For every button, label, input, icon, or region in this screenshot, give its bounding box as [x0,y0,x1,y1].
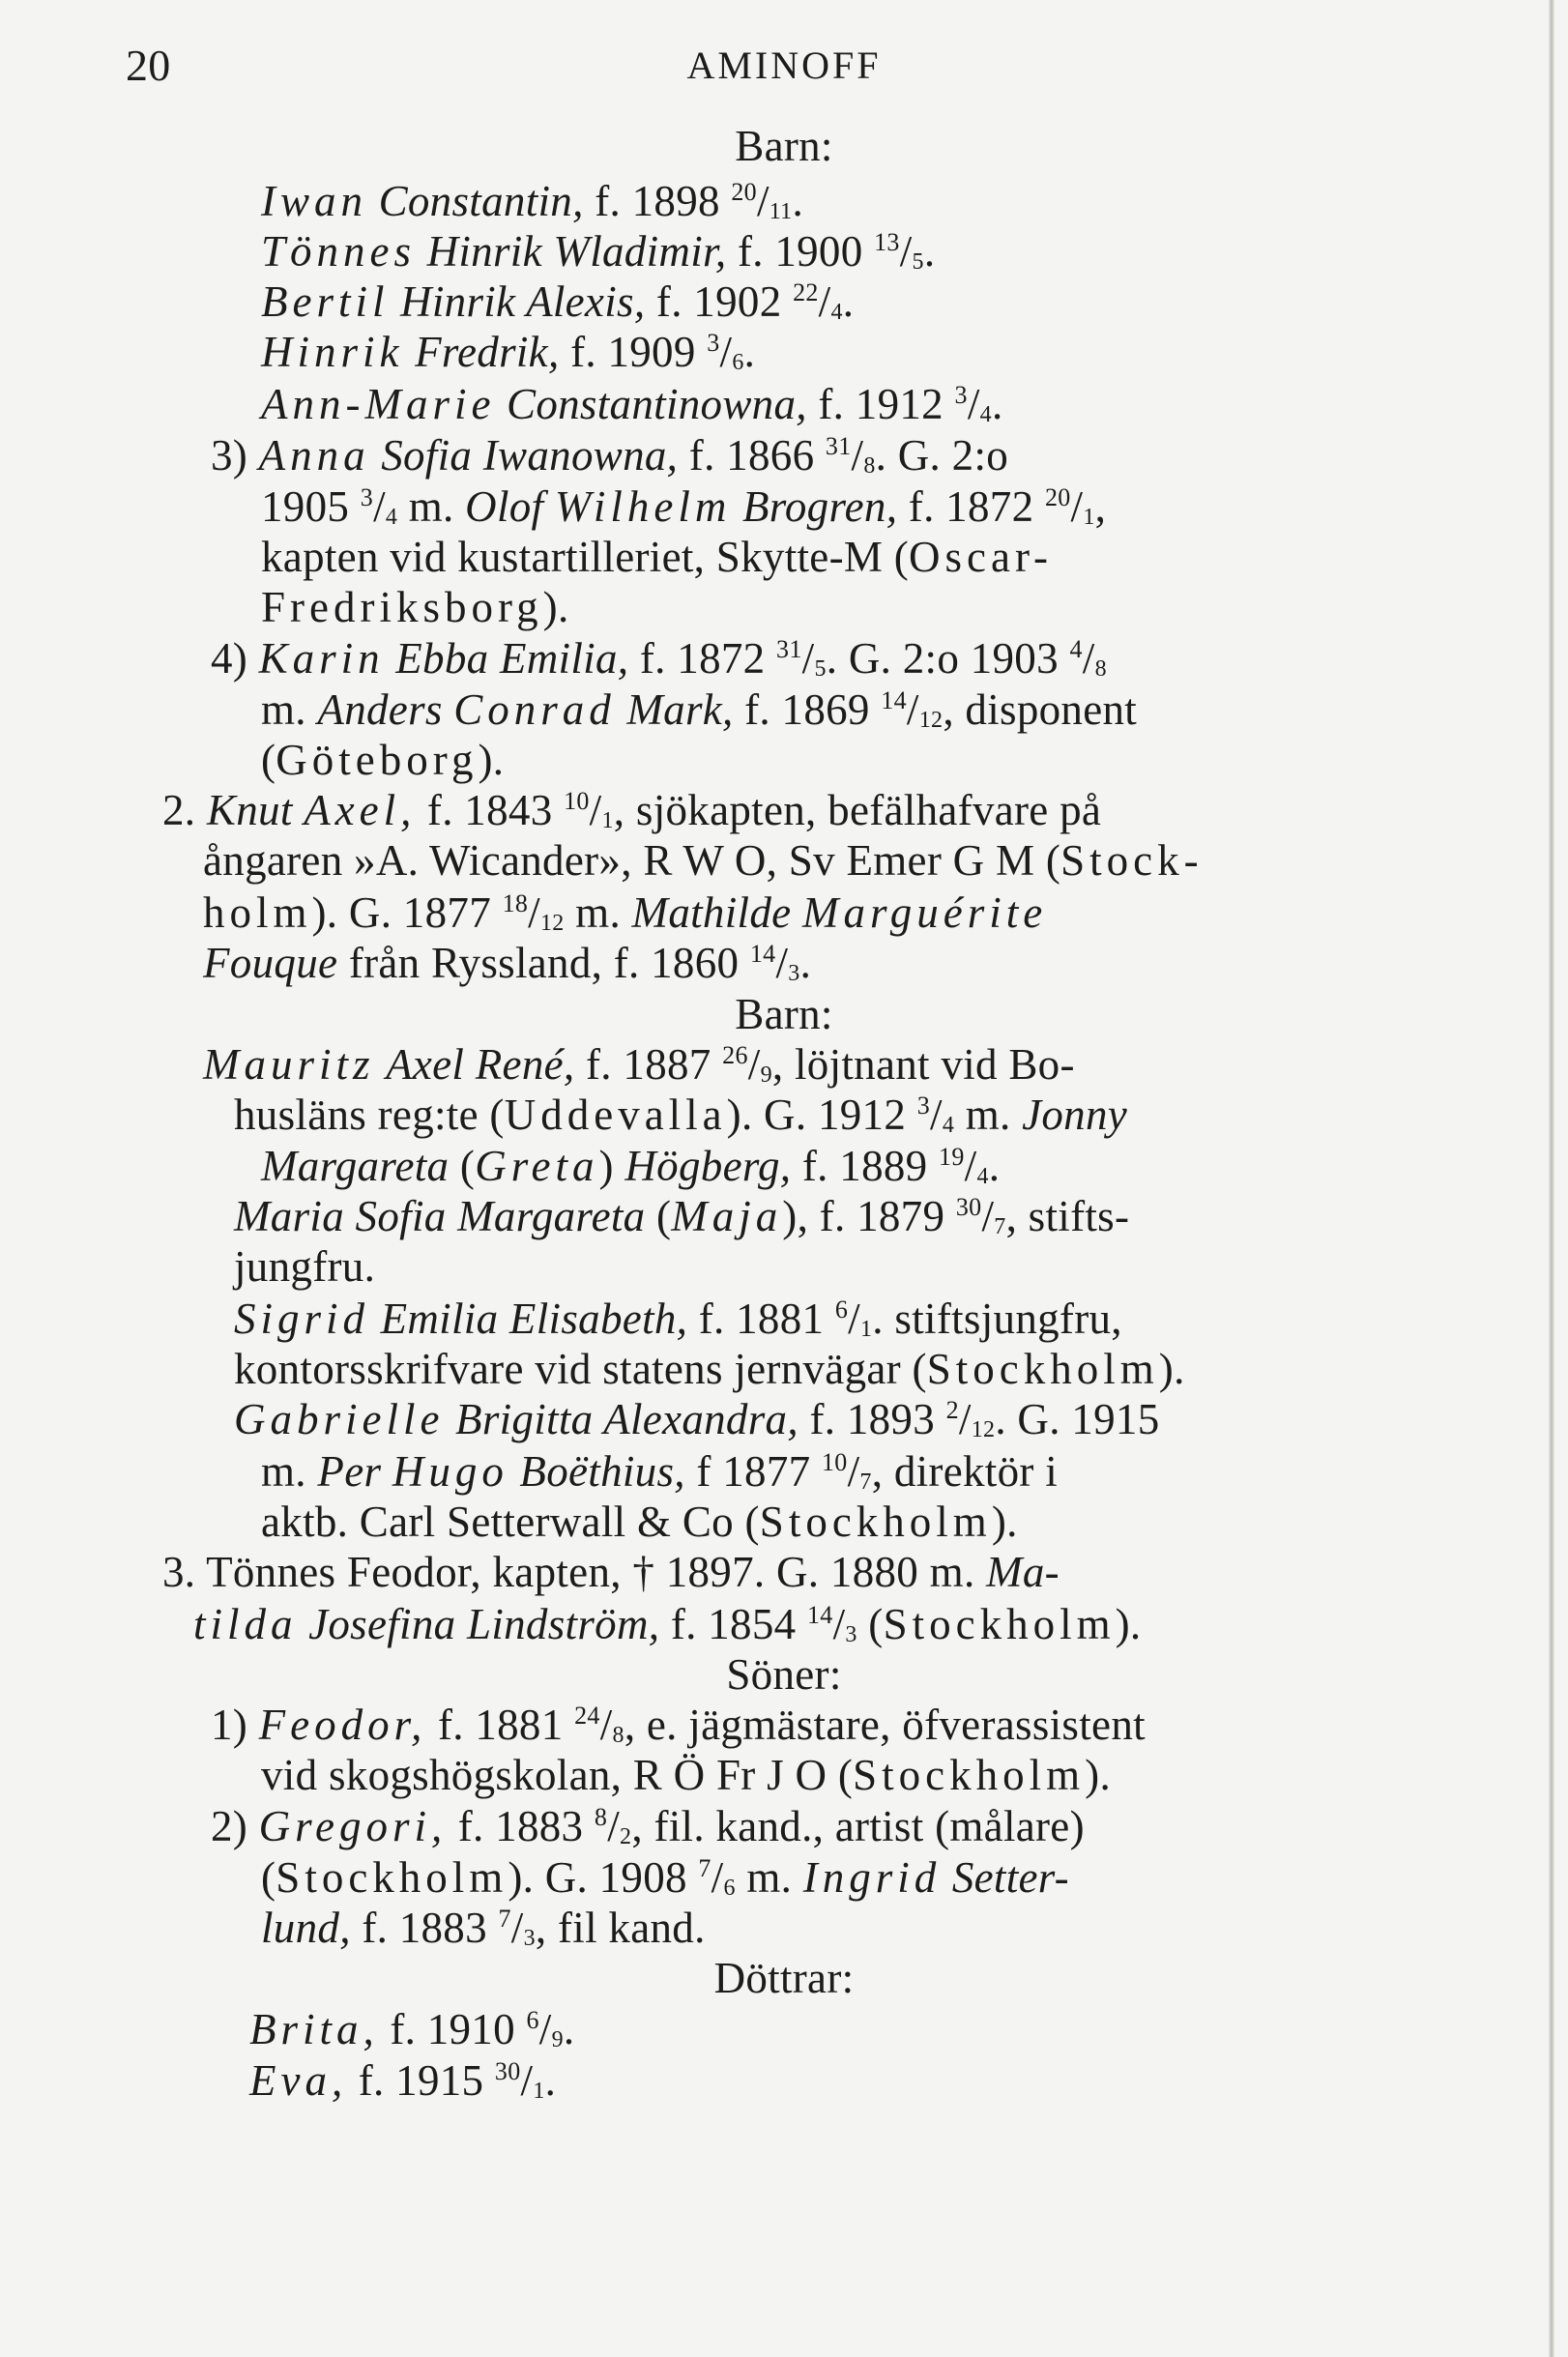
text-segment: 1 [601,808,614,833]
text-segment: ). G. 1877 [311,888,503,937]
text-segment: , löjtnant vid Bo- [771,1040,1075,1089]
text-segment: 6 [723,1876,736,1901]
text-segment: Setter- [951,1853,1069,1902]
text-segment: ( [645,1192,672,1240]
text-segment: m. [735,1853,803,1902]
text-segment: 3 [523,1926,536,1951]
text-segment: Jonny [1022,1091,1128,1139]
text-segment: / [1070,482,1084,531]
text-segment: 3 [954,381,968,409]
text-segment: 8 [612,1723,624,1748]
text-segment: Brigitta Alexandra, [455,1395,799,1443]
text-segment: , direktör i [871,1447,1059,1496]
text-segment: Ingrid [802,1853,942,1902]
text-segment: , fil. kand., artist (målare) [631,1802,1085,1850]
text-segment: Sigrid [234,1295,370,1343]
text-segment: 20 [731,178,757,206]
text-segment: 4 [979,402,992,427]
text-segment: Brita, [249,2005,379,2053]
text-segment: 22 [793,278,819,306]
text-segment: lund, [261,1904,351,1952]
text-segment: / [967,380,980,428]
text-segment: m. [564,888,632,937]
text-line [0,1647,1568,1702]
text-segment: 20 [1044,483,1071,511]
text-segment: ). [542,583,569,631]
text-segment: Stockholm [926,1345,1159,1393]
text-segment: Bertil [261,277,390,326]
text-segment: Mathilde [631,888,792,937]
text-segment: 1 [1083,505,1095,530]
text-segment: 3 [360,483,374,511]
text-segment: ). [1158,1345,1185,1393]
text-segment: , fil kand. [535,1904,706,1952]
text-segment: 30 [955,1193,982,1221]
text-line [234,1239,375,1294]
text-segment: 19 [939,1143,965,1171]
text-segment: 8 [594,1803,608,1831]
text-segment: Söner: [726,1650,842,1699]
text-segment: Anders [317,685,443,734]
text-line [261,325,755,379]
text-segment: f. 1881 [426,1701,575,1749]
text-segment: . [743,328,756,376]
text-segment: / [906,685,919,734]
text-segment: 9 [760,1062,772,1088]
text-segment [543,482,555,531]
text-segment [293,786,305,834]
text-line [203,936,811,990]
text-segment [389,277,400,326]
text-segment: / [756,177,769,225]
text-segment: Oscar- [909,533,1054,581]
text-segment: / [930,1091,943,1139]
text-segment [385,634,396,683]
text-segment: f. 1900 [726,227,875,276]
text-segment: / [589,786,602,834]
text-segment: Marguérite [801,888,1048,937]
text-line [234,1292,1122,1346]
text-segment [616,685,627,734]
text-line [261,1901,706,1955]
text-line [234,1342,1185,1396]
text-segment: 3 [916,1091,931,1120]
text-segment: / [719,328,733,376]
text-segment: 5 [814,656,827,682]
text-segment: Uddevalla [504,1091,727,1139]
text-segment: f. 1883 [447,1802,595,1850]
text-segment: f. 1854 [659,1600,807,1648]
text-segment: Iwan [261,177,367,225]
text-segment: 1 [533,2079,545,2104]
text-segment: 7 [994,1214,1006,1239]
text-segment: 31 [776,635,802,663]
text-segment: Eva, [249,2056,348,2105]
text-line [261,733,504,787]
text-segment [443,685,454,734]
text-line [211,428,1008,482]
text-segment: Hinrik Alexis, [400,277,646,326]
text-segment: f. 1893 [798,1395,946,1443]
text-segment: 3 [788,961,800,986]
text-segment: / [1082,634,1095,683]
text-segment: 3. Tönnes Feodor, kapten, † 1897. G. 1880 m. [162,1548,987,1596]
text-segment: Maria Sofia Margareta [234,1192,646,1240]
text-segment: Wilhelm [554,482,732,531]
text-segment [381,1447,392,1496]
text-segment: . G. 2:o 1903 [826,634,1070,683]
text-segment: Högberg, [624,1142,792,1190]
text-line [249,2002,574,2056]
text-segment: . [923,227,936,276]
text-segment: f. 1909 [559,328,708,376]
text-line [261,1139,1000,1193]
page-number: 20 [126,41,171,90]
text-segment: Döttrar: [713,1954,855,2002]
text-segment: 8 [863,453,876,479]
text-line [203,886,1047,940]
text-segment [298,1600,309,1648]
text-segment: Olof [465,482,544,531]
text-segment: kontorsskrifvare vid statens jernvägar ( [234,1345,927,1393]
text-segment: f. 1872 [897,482,1045,531]
text-segment: jungfru. [234,1242,376,1291]
text-segment: 13 [874,228,900,256]
text-segment: m. [397,482,466,531]
text-segment: / [747,1040,761,1089]
text-segment: ). [1085,1751,1111,1799]
text-segment: 6 [526,2006,539,2034]
text-line [261,480,1106,534]
text-line [261,275,854,329]
text-line [261,174,803,228]
text-segment: / [964,1142,977,1190]
text-segment: Constantin, [378,177,584,225]
text-segment: 4) [211,634,259,683]
text-segment: m. [261,1447,318,1496]
text-line [261,530,1053,584]
text-segment: Josefina Lindström, [308,1600,660,1648]
text-segment: / [848,1295,860,1343]
text-segment [375,1040,387,1089]
text-segment: 14 [806,1601,833,1629]
text-segment: 3 [845,1622,857,1647]
text-line [193,1597,1141,1651]
text-segment [416,227,427,276]
text-segment: / [801,634,815,683]
text-line [234,1088,1127,1142]
text-segment: / [373,482,386,531]
text-segment: 9 [551,2027,564,2052]
text-segment: / [851,431,864,480]
text-segment: Boëthius, [519,1447,685,1496]
text-segment: . [799,939,812,987]
text-segment: 7 [859,1469,872,1495]
text-segment: Per [317,1447,382,1496]
text-segment: 1905 [261,482,361,531]
text-segment: kapten vid kustartilleriet, Skytte-M ( [261,533,910,581]
text-segment: Mark, [626,685,734,734]
text-segment: 5 [912,249,924,275]
text-segment [508,1447,520,1496]
text-segment: Gregori, [258,1802,448,1850]
text-segment: 4 [976,1164,989,1189]
text-segment: vid skogshögskolan, R Ö Fr J O ( [261,1751,854,1799]
text-segment: f. 1869 [733,685,882,734]
text-segment: 18 [502,889,529,917]
text-segment: ). [991,1498,1018,1546]
text-segment: 11 [769,199,793,224]
text-line [211,1799,1085,1853]
text-segment: . G. 2:o [875,431,1009,480]
text-line [234,1392,1160,1446]
text-segment: Hugo [392,1447,508,1496]
text-segment: / [538,2005,552,2053]
text-line [211,1698,1146,1752]
text-segment: Stockholm [276,1853,508,1902]
text-segment: / [981,1192,995,1240]
text-segment: Ann-Marie [261,380,496,428]
text-segment: från Ryssland, f. 1860 [337,939,750,987]
text-segment: Karin [258,634,385,683]
text-segment: / [520,2056,534,2105]
text-segment: f. 1889 [791,1142,940,1190]
text-segment: 4 [1069,635,1083,663]
text-segment: 12 [971,1417,996,1442]
text-line [162,1545,1060,1599]
text-segment: f. 1898 [583,177,732,225]
text-segment: Axel René, [386,1040,575,1089]
text-segment: Fredrik, [415,328,560,376]
text-segment: aktb. Carl Setterwall & Co ( [261,1498,760,1546]
text-segment: Stockholm [853,1751,1086,1799]
text-segment: . [988,1142,1001,1190]
text-segment: , [1094,482,1107,531]
text-segment: 12 [918,708,944,733]
text-segment: 10 [564,787,590,815]
text-segment [791,888,802,937]
text-segment: Ebba Emilia, [395,634,629,683]
text-segment: Brogren, [741,482,898,531]
running-title: AMINOFF [686,44,882,87]
text-segment: Stockholm [759,1498,992,1546]
text-segment: , e. jägmästare, öfverassistent [624,1701,1146,1749]
text-line [261,683,1137,737]
text-segment: . [792,177,804,225]
text-segment: f. 1883 [350,1904,499,1952]
text-segment: 4 [385,505,398,530]
text-segment: . [991,380,1003,428]
text-segment: f. 1872 [628,634,777,683]
text-segment: f. 1902 [645,277,794,326]
text-segment [444,1395,455,1443]
text-segment: . G. 1915 [995,1395,1160,1443]
text-segment: Feodor, [258,1701,427,1749]
text-segment: ). G. 1912 [726,1091,917,1139]
text-segment: 7 [498,1905,511,1933]
text-segment [404,328,416,376]
text-segment [370,431,382,480]
text-segment: Hinrik [261,328,404,376]
text-segment: . [544,2056,557,2105]
text-segment: tilda [193,1600,298,1648]
text-segment: 4 [830,300,843,325]
text-line [234,1189,1129,1243]
text-segment: ( [261,1853,276,1902]
text-segment [731,482,742,531]
text-segment: 1 [859,1317,873,1342]
text-segment: f 1877 [684,1447,822,1496]
text-segment: , stifts- [1005,1192,1130,1240]
text-segment: Anna [258,431,370,480]
text-segment: / [818,277,831,326]
text-line [203,1037,1075,1091]
text-segment: . stiftsjungfru, [872,1295,1122,1343]
text-segment: f. 1910 [378,2005,527,2053]
text-segment: ), f. 1879 [782,1192,956,1240]
text-segment: ). [1115,1600,1142,1648]
text-segment: Mauritz [203,1040,375,1089]
text-segment: 3) [211,431,259,480]
text-segment: 6 [732,350,744,375]
text-line [0,987,1568,1041]
text-segment: / [607,1802,621,1850]
text-segment: Tönnes [261,227,417,276]
text-line [261,224,935,278]
text-segment: f. 1915 [347,2056,495,2105]
text-segment: , sjökapten, befälhafvare på [613,786,1102,834]
text-segment: 30 [494,2057,521,2085]
text-segment: Hinrik Wladimir, [426,227,727,276]
text-segment: / [832,1600,846,1648]
text-line [0,119,1568,173]
text-segment: Gabrielle [234,1395,445,1443]
text-segment: Constantinowna, [507,380,807,428]
text-segment: Fredriksborg [261,583,543,631]
text-line [0,1951,1568,2005]
text-segment: ( [261,736,276,784]
text-segment: 24 [574,1702,600,1730]
text-segment: f. 1887 [574,1040,723,1089]
text-line [261,580,569,634]
text-segment: ( [857,1600,884,1648]
text-segment: holm [203,888,312,937]
text-segment: Axel, [304,786,417,834]
text-line [162,783,1101,837]
text-segment [941,1853,952,1902]
text-segment: 10 [821,1448,848,1476]
text-segment: Margareta [261,1142,450,1190]
text-segment: ). [478,736,505,784]
text-segment: ångaren »A. Wicander», R W O, Sv Emer G M ( [203,836,1061,885]
text-segment: . [842,277,855,326]
text-segment: 2. [162,786,207,834]
text-line [261,1850,1069,1905]
text-segment: 2 [945,1396,959,1424]
text-segment: / [775,939,789,987]
text-segment [369,1295,381,1343]
text-segment: / [847,1447,860,1496]
text-line [261,1495,1018,1549]
text-segment [495,380,507,428]
text-segment: ). G. 1908 [508,1853,699,1902]
text-segment: f. 1843 [416,786,565,834]
text-segment: Conrad [453,685,616,734]
text-segment: , disponent [943,685,1138,734]
text-segment: 1) [211,1701,259,1749]
text-segment: Barn: [735,990,833,1038]
text-segment: f. 1866 [678,431,826,480]
text-segment: Greta [475,1142,599,1190]
text-segment: 2 [620,1824,632,1849]
text-segment: 31 [825,432,852,460]
text-segment: / [528,888,540,937]
text-segment: 3 [707,329,720,357]
text-segment: 12 [539,911,565,936]
text-segment [367,177,379,225]
text-segment: Göteborg [276,736,479,784]
text-segment: ) [598,1142,625,1190]
text-segment: 4 [942,1113,955,1138]
text-segment: m. [261,685,318,734]
text-line [203,833,1204,888]
text-segment: Stock- [1060,836,1204,885]
text-line [261,377,1003,431]
text-segment: Maja [671,1192,783,1240]
text-segment: Stockholm [883,1600,1116,1648]
text-segment: 26 [722,1041,748,1069]
text-segment: f. 1881 [687,1295,835,1343]
text-segment: 7 [698,1854,711,1882]
text-segment: / [510,1904,524,1952]
text-segment: 2) [211,1802,259,1850]
text-segment: / [899,227,913,276]
text-segment: 8 [1094,656,1107,682]
text-segment: Knut [206,786,293,834]
text-segment: ( [449,1142,476,1190]
text-segment: 14 [749,940,776,968]
text-segment: 6 [834,1295,849,1324]
text-line [249,2053,556,2108]
text-segment: m. [954,1091,1023,1139]
text-segment: husläns reg:te ( [234,1091,505,1139]
text-line [211,631,1107,685]
text-segment: f. 1912 [806,380,955,428]
text-segment: 14 [881,686,907,714]
text-segment: / [599,1701,613,1749]
text-segment: Ma- [986,1548,1060,1596]
text-segment: Barn: [735,122,833,170]
text-line [261,1444,1058,1499]
text-line [261,1748,1111,1802]
text-segment: Emilia Elisabeth, [380,1295,688,1343]
text-segment: / [711,1853,724,1902]
text-segment: Sofia Iwanowna, [381,431,679,480]
text-segment: / [958,1395,972,1443]
text-segment: Fouque [203,939,338,987]
text-segment: . [563,2005,575,2053]
